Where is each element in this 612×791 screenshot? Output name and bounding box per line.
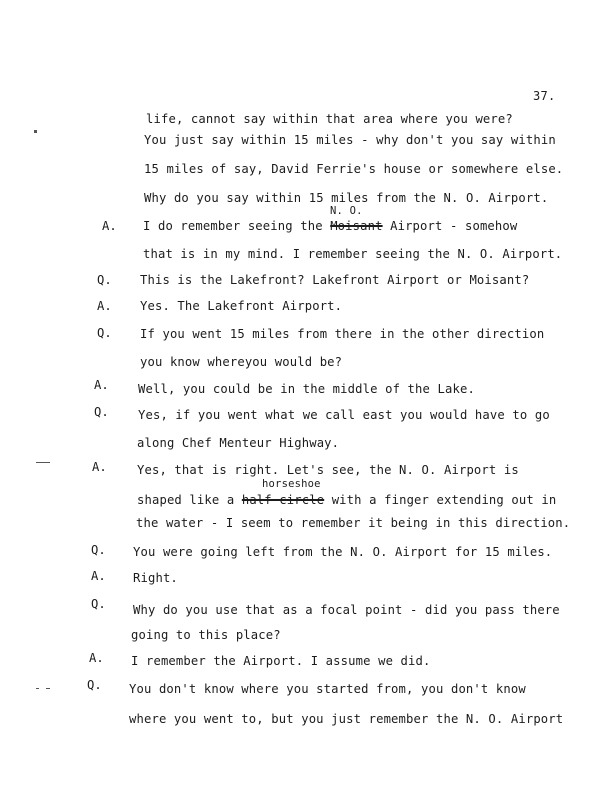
transcript-line: 15 miles of say, David Ferrie's house or somewhere else. [144,162,564,176]
transcript-line: that is in my mind. I remember seeing the N. O. Airport. [143,247,563,261]
struck-text: half circle [241,493,325,507]
transcript-line: You don't know where you started from, you don't know [129,682,526,696]
speaker-label: A. [92,460,107,474]
transcript-line: Yes, if you went what we call east you would have to go [138,408,550,422]
transcript-line: This is the Lakefront? Lakefront Airport or Moisant? [140,273,530,287]
speaker-label: Q. [97,273,112,287]
transcript-line: you know whereyou would be? [140,355,343,369]
transcript-line: Why do you say within 15 miles from the N. O. Airport. [144,191,549,205]
speaker-label: A. [91,569,106,583]
interlinear-insertion: horseshoe [262,478,321,490]
transcript-line: Right. [133,571,178,585]
margin-mark [46,688,50,689]
interlinear-insertion: N. O. [330,205,363,217]
transcript-line: where you went to, but you just remember the N. O. Airport [129,712,564,726]
transcript-line: If you went 15 miles from there in the other direction [140,327,545,341]
page-number: 37. [533,89,556,103]
struck-text: Moisant [330,219,383,233]
line-text-before: I do remember seeing the [143,219,331,233]
transcript-line: going to this place? [131,628,281,642]
line-text-after: Airport - somehow [382,219,518,233]
speaker-label: A. [94,378,109,392]
speaker-label: Q. [91,543,106,557]
margin-mark [34,130,37,133]
speaker-label: A. [89,651,104,665]
transcript-line: I remember the Airport. I assume we did. [131,654,431,668]
speaker-label: Q. [87,678,102,692]
margin-mark [36,462,50,463]
transcript-line [137,493,556,507]
transcript-line: Why do you use that as a focal point - did you pass there [133,603,560,617]
line-text-before: shaped like a [137,493,242,507]
speaker-label: A. [97,299,112,313]
margin-mark [36,688,39,689]
transcript-line: Yes. The Lakefront Airport. [140,299,343,313]
speaker-label: Q. [94,405,109,419]
transcript-line [143,219,517,233]
transcript-line: along Chef Menteur Highway. [137,436,340,450]
transcript-line: life, cannot say within that area where you were? [146,112,513,126]
transcript-line: Well, you could be in the middle of the Lake. [138,382,475,396]
speaker-label: Q. [91,597,106,611]
speaker-label: Q. [97,326,112,340]
speaker-label: A. [102,219,117,233]
transcript-line: You were going left from the N. O. Airport for 15 miles. [133,545,553,559]
transcript-line: the water - I seem to remember it being in this direction. [136,516,571,530]
transcript-line: You just say within 15 miles - why don't you say within [144,133,556,147]
transcript-line: Yes, that is right. Let's see, the N. O. Airport is [137,463,519,477]
line-text-after: with a finger extending out in [324,493,557,507]
